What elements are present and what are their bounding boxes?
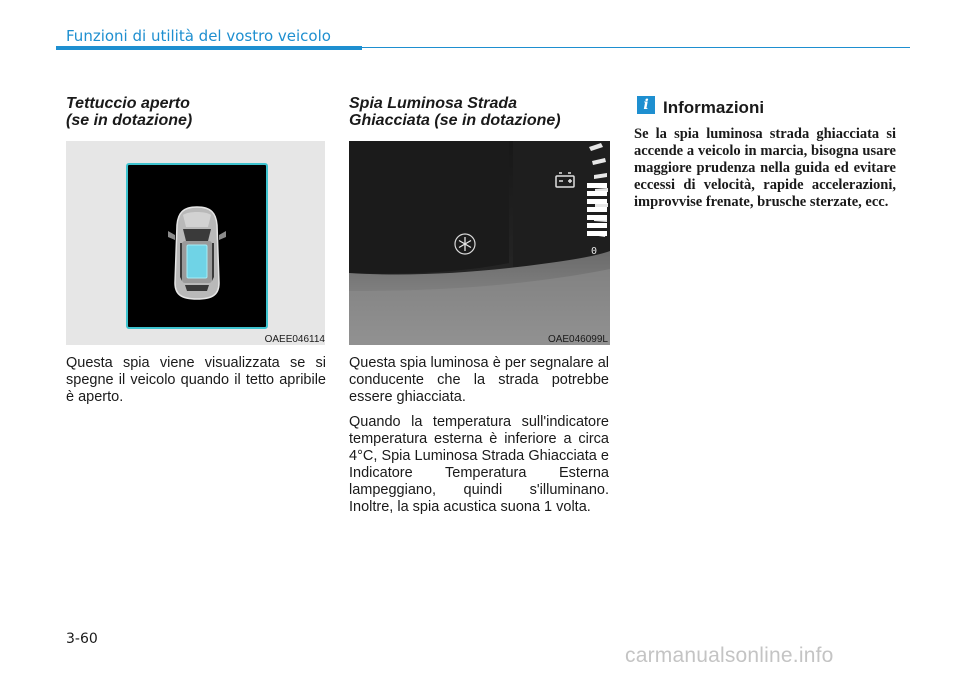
title-line: (se in dotazione): [66, 112, 193, 129]
figure-code: OAE046099L: [547, 334, 608, 345]
title-line: Ghiacciata (se in dotazione): [349, 112, 561, 129]
paragraph: Quando la temperatura sull'indicatore temperatura esterna è inferiore a circa 4°C, Spia Luminosa Strada Ghiacciata e Indicatore Temperatura Esterna lampeggiano, quindi s'illuminano. Inoltre, la spia acustica suona 1 volta.: [349, 414, 609, 515]
section-header-title: Funzioni di utilità del vostro veicolo: [66, 27, 331, 45]
watermark: carmanualsonline.info: [625, 644, 834, 667]
info-text: Se la spia luminosa strada ghiacciata si accende a veicolo in marcia, bisogna usare maggiore prudenza nella guida ed evitare eccessi di velocità, rapide accelerazioni, improvvise frenate, brusche sterzate, ecc.: [634, 126, 896, 210]
header-accent-bar: [56, 46, 362, 50]
sunroof-warning-panel: [126, 163, 268, 329]
title-line: Tettuccio aperto: [66, 95, 190, 112]
header-rule: [362, 47, 910, 48]
section-title-icy-road: [349, 95, 561, 129]
paragraph: Questa spia luminosa è per segnalare al conducente che la strada potrebbe essere ghiacciata.: [349, 355, 609, 405]
body-text: [66, 355, 326, 414]
body-text: [349, 355, 609, 524]
car-top-view-icon: [128, 165, 266, 327]
cluster-graphic: [349, 141, 610, 345]
section-title-open-roof: [66, 95, 192, 129]
instrument-cluster-figure: [349, 141, 610, 345]
info-title: Informazioni: [663, 98, 765, 117]
paragraph: Questa spia viene visualizzata se si spegne il veicolo quando il tetto apribile è aperto.: [66, 355, 326, 405]
page-number: 3-60: [66, 631, 98, 647]
info-icon: i: [637, 96, 655, 114]
gauge-label: 0: [591, 246, 598, 257]
figure-code: OAEE046114: [264, 334, 325, 345]
title-line: Spia Luminosa Strada: [349, 95, 518, 112]
